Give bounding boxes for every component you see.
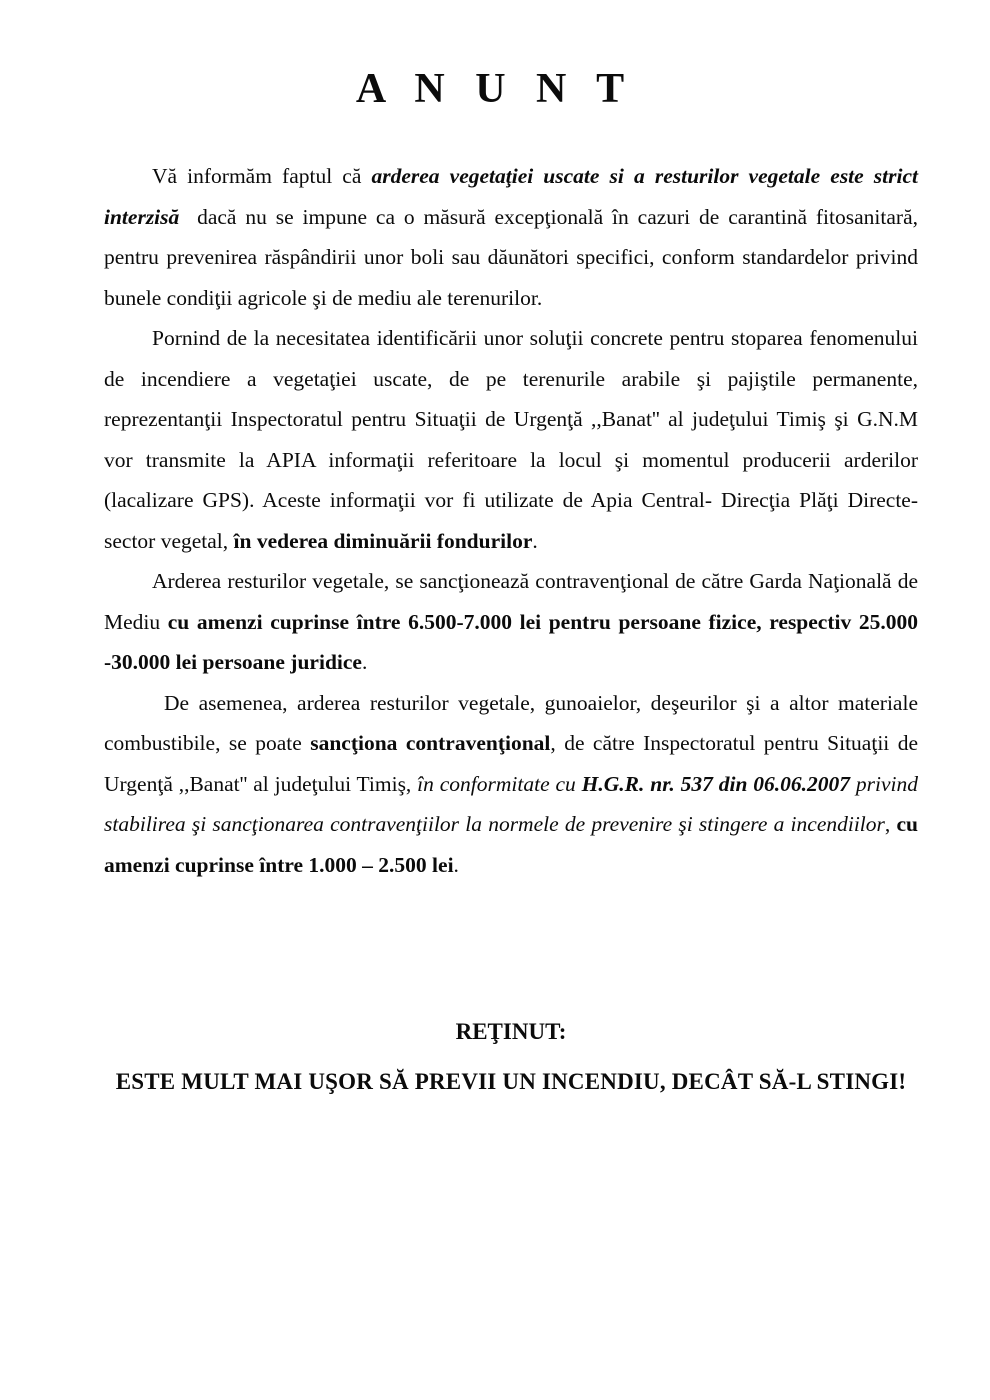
text-run: . — [532, 528, 538, 553]
text-run: dacă nu se impune ca o măsură excepţională în cazuri de carantină fitosanitară, pentru prevenirea răspândirii unor boli sau dăunători specifici, conform standardelor privind bunele condiţii agricole şi de mediu ale terenurilor. — [104, 204, 918, 310]
document-title: A N U N T — [355, 66, 635, 112]
text-run: , de către Inspectoratul pentru Situaţii de Urgenţă ,,Banat'' al judeţului Timiş, — [104, 731, 918, 796]
text-run: . — [361, 650, 368, 674]
paragraph-3 — [104, 561, 918, 683]
text-run-bold: cu amenzi cuprinse între 6.500-7.000 lei pentru persoane fizice, respectiv 25.000 -30.000 lei persoane juridice — [104, 609, 918, 674]
text-run: De asemenea, arderea resturilor vegetale, gunoaielor, deşeurilor şi a altor materiale combustibile, se poate — [104, 690, 918, 755]
text-run-bold-italic: H.G.R. nr. 537 din 06.06.2007 — [581, 771, 856, 796]
text-run-italic: privind stabilirea şi sancţionarea contravenţiilor la normele de prevenire şi stingere a incendiilor — [104, 771, 918, 836]
text-run: Pornind de la necesitatea identificării unor soluţii concrete pentru stoparea fenomenului de incendiere a vegetaţiei uscate, de pe terenurile arabile şi pajiştile permanente, reprezentanţii Inspectoratul pentru Situaţii de Urgenţă ,,Banat'' al judeţului Timiş şi G.N.M vor transmite la APIA informaţii referitoare la locul şi momentul producerii arderilor (lacalizare GPS). Aceste informaţii vor fi utilizate de Apia Central- Direcţia Plăţi Directe-sector vegetal, — [104, 326, 918, 553]
text-run: . — [453, 852, 459, 877]
paragraph-1 — [104, 156, 918, 318]
text-run: Arderea resturilor vegetale, se sancţionează contravenţional de către Garda Naţională de Mediu — [104, 569, 918, 634]
paragraph-4 — [104, 683, 918, 886]
paragraph-2 — [104, 318, 918, 561]
text-run-bold-italic: arderea vegetaţiei uscate si a resturilor vegetale este strict interzisă — [104, 164, 918, 229]
text-run-italic: în conformitate cu — [417, 771, 582, 796]
reminder-heading: REŢINUT: — [455, 1019, 567, 1044]
text-run: Vă informăm faptul că — [152, 164, 372, 188]
text-run: , — [884, 812, 897, 836]
text-run-bold: în vederea diminuării fondurilor — [233, 528, 533, 553]
text-run-bold: sancţiona contravenţional — [310, 731, 551, 755]
document-body — [104, 156, 918, 1102]
text-run-bold: cu amenzi cuprinse între 1.000 – 2.500 lei — [104, 812, 918, 877]
slogan-text: ESTE MULT MAI UŞOR SĂ PREVII UN INCENDIU, DECÂT SĂ-L STINGI! — [115, 1069, 907, 1094]
